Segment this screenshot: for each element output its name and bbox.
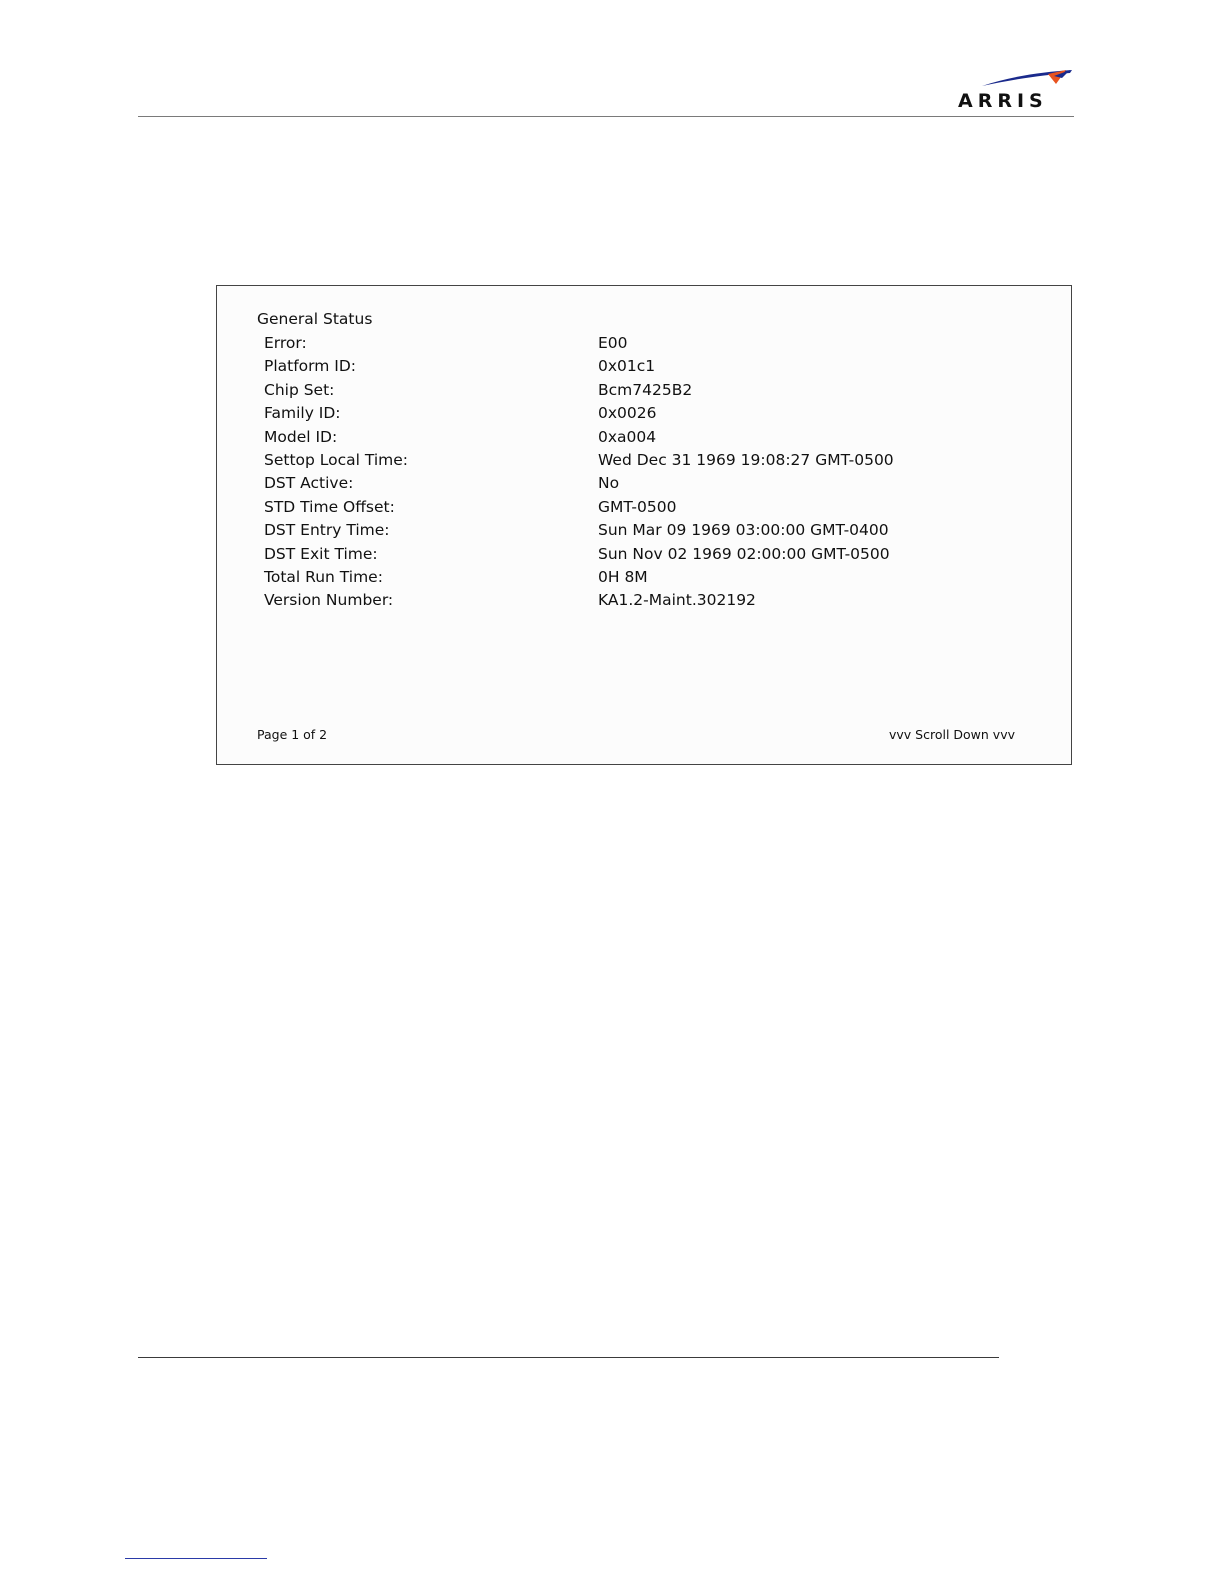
status-label: Family ID: xyxy=(264,404,341,423)
status-label: Total Run Time: xyxy=(264,567,383,586)
status-value: Sun Mar 09 1969 03:00:00 GMT-0400 xyxy=(598,521,889,540)
scroll-down-hint: vvv Scroll Down vvv xyxy=(889,727,1015,742)
general-status-screenshot xyxy=(216,285,1072,765)
status-row xyxy=(264,567,1024,590)
footer-rule xyxy=(138,1357,999,1358)
status-label: DST Entry Time: xyxy=(264,521,390,540)
status-label: STD Time Offset: xyxy=(264,497,395,516)
status-value: 0x0026 xyxy=(598,404,657,423)
status-row xyxy=(264,497,1024,520)
status-value: KA1.2-Maint.302192 xyxy=(598,591,756,610)
status-row xyxy=(264,427,1024,450)
status-value: E00 xyxy=(598,334,628,352)
status-label: DST Exit Time: xyxy=(264,544,378,563)
status-label: Platform ID: xyxy=(264,357,357,376)
status-value: 0x01c1 xyxy=(598,357,656,376)
status-row xyxy=(264,520,1024,543)
screen-title: General Status xyxy=(257,310,373,328)
status-value: Wed Dec 31 1969 19:08:27 GMT-0500 xyxy=(598,450,894,469)
status-value: 0xa004 xyxy=(598,427,657,446)
footer-link-underline[interactable] xyxy=(125,1558,267,1559)
status-row xyxy=(264,333,1024,356)
status-row xyxy=(264,356,1024,379)
status-row xyxy=(264,544,1024,567)
status-row xyxy=(264,590,1024,613)
arris-logo xyxy=(952,64,1076,114)
status-value: GMT-0500 xyxy=(598,497,677,516)
status-value: 0H 8M xyxy=(598,567,648,586)
status-row xyxy=(264,473,1024,496)
logo-text: ARRIS xyxy=(958,90,1048,112)
status-row xyxy=(264,403,1024,426)
status-label: Settop Local Time: xyxy=(264,450,409,469)
page-indicator: Page 1 of 2 xyxy=(257,727,328,742)
status-value: No xyxy=(598,474,620,493)
status-label: Model ID: xyxy=(264,427,338,446)
status-label: Chip Set: xyxy=(264,380,335,399)
status-value: Bcm7425B2 xyxy=(598,380,693,399)
status-label: Error: xyxy=(264,334,307,352)
status-value: Sun Nov 02 1969 02:00:00 GMT-0500 xyxy=(598,544,890,563)
status-list xyxy=(264,333,1024,614)
status-label: DST Active: xyxy=(264,474,354,493)
status-label: Version Number: xyxy=(264,591,394,610)
status-row xyxy=(264,450,1024,473)
header-rule xyxy=(138,116,1074,117)
status-row xyxy=(264,380,1024,403)
